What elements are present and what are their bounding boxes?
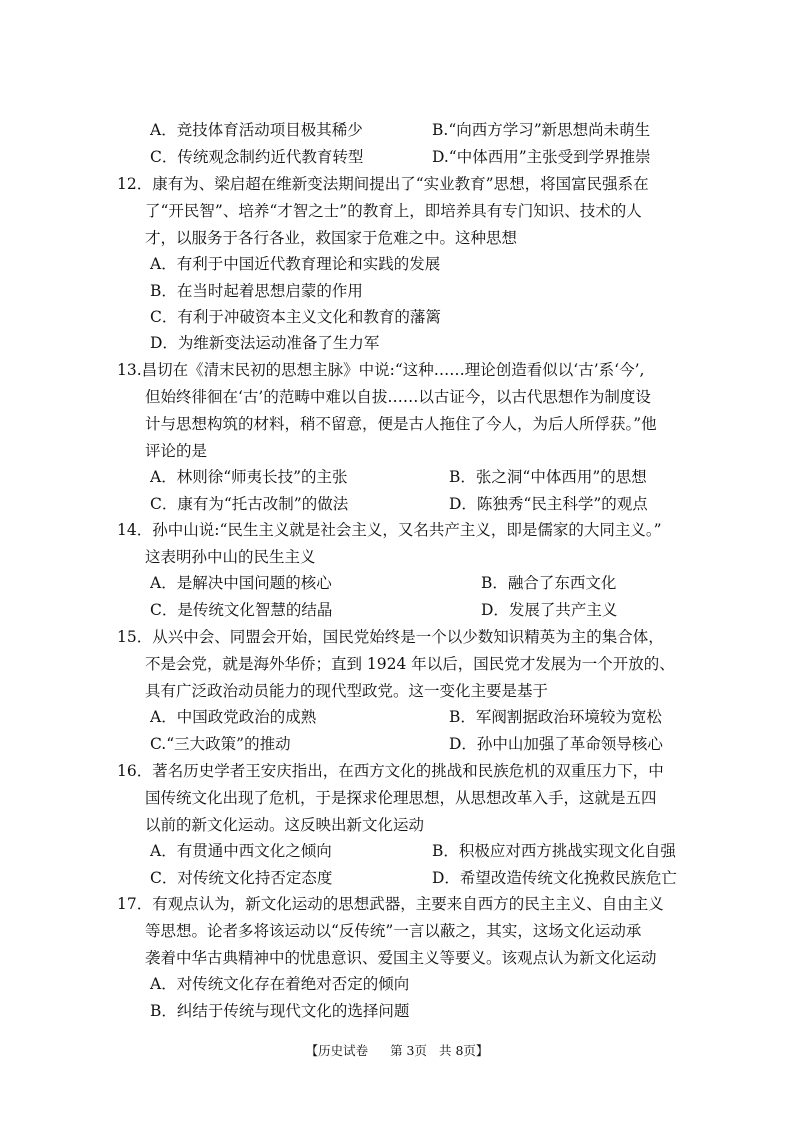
q15-stem-line: 15．从兴中会、同盟会开始，国民党始终是一个以少数知识精英为主的集合体， <box>117 628 664 646</box>
q16-option-a: A．有贯通中西文化之倾向 <box>150 842 332 860</box>
q11-option-d: D.“中体西用”主张受到学界推崇 <box>432 148 651 166</box>
q12-option-d: D．为维新变法运动准备了生力军 <box>150 334 380 352</box>
q15-stem-line: 具有广泛政治动员能力的现代型政党。这一变化主要是基于 <box>145 682 549 700</box>
q15-stem-line: 不是会党，就是海外华侨；直到 1924 年以后，国民党才发展为一个开放的、 <box>145 655 675 673</box>
q12-stem-line: 才，以服务于各行各业，救国家于危难之中。这种思想 <box>145 229 518 247</box>
q12-option-c: C．有利于冲破资本主义文化和教育的藩篱 <box>150 308 441 326</box>
q13-option-a: A．林则徐“师夷长技”的主张 <box>150 468 348 486</box>
q14-option-d: D．发展了共产主义 <box>481 601 618 619</box>
q16-stem-line: 以前的新文化运动。这反映出新文化运动 <box>145 816 425 834</box>
q16-option-b: B．积极应对西方挑战实现文化自强 <box>432 842 676 860</box>
q14-option-b: B．融合了东西文化 <box>481 574 617 592</box>
q11-option-a: A．竞技体育活动项目极其稀少 <box>150 121 363 139</box>
q15-option-d: D．孙中山加强了革命领导核心 <box>449 735 663 753</box>
q17-stem-line: 17．有观点认为，新文化运动的思想武器，主要来自西方的民主主义、自由主义 <box>117 895 664 913</box>
q17-stem-line: 袭着中华古典精神中的忧患意识、爱国主义等要义。该观点认为新文化运动 <box>145 949 657 967</box>
q13-stem-line: 13.昌切在《清末民初的思想主脉》中说:“这种……理论创造看似以‘古’系‘今’, <box>117 361 645 379</box>
q17-option-b: B．纠结于传统与现代文化的选择问题 <box>150 1002 410 1020</box>
q13-option-c: C．康有为“托古改制”的做法 <box>150 495 349 513</box>
q16-stem-line: 16．著名历史学者王安庆指出，在西方文化的挑战和民族危机的双重压力下，中 <box>117 762 664 780</box>
footer-subject: 【历史试卷 <box>305 1043 369 1058</box>
q15-option-a: A．中国政党政治的成熟 <box>150 708 317 726</box>
q13-stem-line: 评论的是 <box>145 442 208 460</box>
q11-option-b: B.“向西方学习”新思想尚未萌生 <box>432 121 651 139</box>
q16-option-c: C．对传统文化持否定态度 <box>150 869 333 887</box>
q13-stem-line: 但始终徘徊在‘古’的范畴中难以自拔……以古证今，以古代思想作为制度设 <box>145 388 651 406</box>
q17-option-a: A．对传统文化存在着绝对否定的倾向 <box>150 975 410 993</box>
q14-option-c: C．是传统文化智慧的结晶 <box>150 601 333 619</box>
q14-option-a: A．是解决中国问题的核心 <box>150 574 332 592</box>
footer-total-pages: 共 8页】 <box>438 1043 489 1058</box>
q15-option-c: C.“三大政策”的推动 <box>150 735 291 753</box>
q11-option-c: C．传统观念制约近代教育转型 <box>150 148 364 166</box>
q14-stem-line: 这表明孙中山的民生主义 <box>145 548 316 566</box>
q12-stem-line: 了“开民智”、培养“才智之士”的教育上，即培养具有专门知识、技术的人 <box>145 202 642 220</box>
q12-stem-line: 12．康有为、梁启超在维新变法期间提出了“实业教育”思想，将国富民强系在 <box>117 175 649 193</box>
q15-option-b: B．军阀割据政治环境较为宽松 <box>449 708 662 726</box>
q16-stem-line: 国传统文化出现了危机，于是探求伦理思想，从思想改革入手，这就是五四 <box>145 789 657 807</box>
page-footer <box>0 1043 794 1059</box>
q13-stem-line: 计与思想构筑的材料，稍不留意，便是古人拖住了今人，为后人所俘获。”他 <box>145 415 657 433</box>
q14-stem-line: 14．孙中山说:“民生主义就是社会主义，又名共产主义，即是儒家的大同主义。” <box>117 521 662 539</box>
q12-option-b: B．在当时起着思想启蒙的作用 <box>150 282 363 300</box>
q17-stem-line: 等思想。论者多将该运动以“反传统”一言以蔽之，其实，这场文化运动承 <box>145 922 642 940</box>
q13-option-b: B．张之洞“中体西用”的思想 <box>449 468 647 486</box>
q13-option-d: D．陈独秀“民主科学”的观点 <box>449 495 648 513</box>
q12-option-a: A．有利于中国近代教育理论和实践的发展 <box>150 255 441 273</box>
q16-option-d: D．希望改造传统文化挽救民族危亡 <box>432 869 677 887</box>
footer-page-number: 第 3页 <box>390 1043 427 1058</box>
